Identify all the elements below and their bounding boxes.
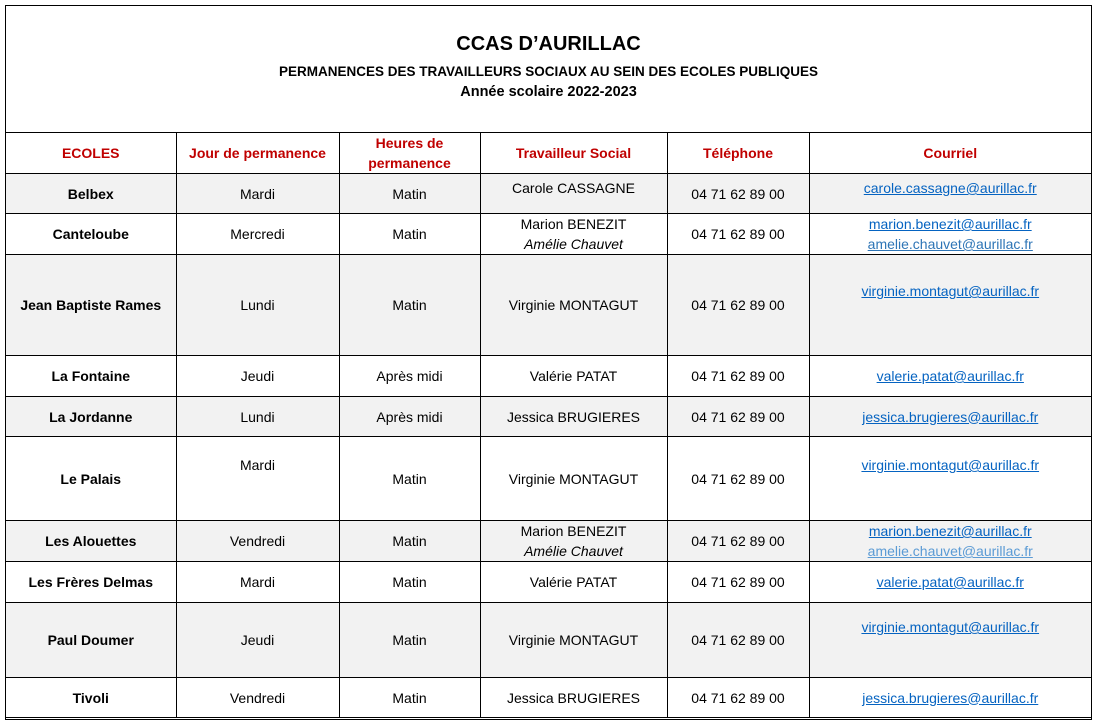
cell-travailleur: Carole CASSAGNE [480,174,667,214]
table-row [6,397,1091,437]
cell-courriel [809,521,1091,562]
cell-telephone: 04 71 62 89 00 [667,521,809,562]
school-year: Année scolaire 2022-2023 [460,84,637,100]
cell-courriel [809,356,1091,397]
col-header-heures [339,133,480,174]
cell-jour: Mercredi [176,214,339,255]
email-link[interactable]: valerie.patat@aurillac.fr [876,574,1024,590]
cell-telephone: 04 71 62 89 00 [667,678,809,718]
email-link[interactable]: jessica.brugieres@aurillac.fr [862,408,1039,425]
cell-ecole: Le Palais [6,437,176,521]
cell-heures: Matin [339,562,480,603]
cell-courriel [809,174,1091,214]
cell-jour: Mardi [176,174,339,214]
worker-name-secondary: Amélie Chauvet [524,543,623,559]
cell-heures: Matin [339,521,480,562]
cell-heures: Matin [339,214,480,255]
cell-ecole: Les Frères Delmas [6,562,176,603]
cell-telephone: 04 71 62 89 00 [667,356,809,397]
col-header-ecoles: ECOLES [6,133,176,174]
cell-travailleur [480,214,667,255]
cell-heures: Matin [339,174,480,214]
cell-telephone: 04 71 62 89 00 [667,174,809,214]
table-row [6,678,1091,718]
col-header-heures-line2: permanence [368,155,451,171]
cell-telephone: 04 71 62 89 00 [667,255,809,356]
email-link[interactable]: marion.benezit@aurillac.fr [868,523,1032,539]
cell-courriel [809,397,1091,437]
document-header [6,6,1091,133]
email-link[interactable]: virginie.montagut@aurillac.fr [861,619,1040,635]
cell-travailleur: Valérie PATAT [480,356,667,397]
cell-travailleur: Virginie MONTAGUT [480,437,667,521]
table-row [6,562,1091,603]
cell-jour: Mardi [176,437,339,521]
email-link[interactable]: jessica.brugieres@aurillac.fr [862,689,1039,706]
cell-travailleur: Virginie MONTAGUT [480,255,667,356]
worker-name: Marion BENEZIT [520,523,627,539]
cell-telephone: 04 71 62 89 00 [667,214,809,255]
cell-jour: Lundi [176,255,339,356]
col-header-travailleur: Travailleur Social [480,133,667,174]
cell-travailleur [480,521,667,562]
document-title: CCAS D’AURILLAC [456,33,641,55]
cell-courriel [809,678,1091,718]
cell-heures: Matin [339,437,480,521]
cell-ecole: Paul Doumer [6,603,176,678]
cell-heures: Après midi [339,397,480,437]
email-link-secondary[interactable]: amelie.chauvet@aurillac.fr [867,543,1033,559]
cell-heures: Matin [339,603,480,678]
cell-ecole: La Fontaine [6,356,176,397]
col-header-courriel: Courriel [809,133,1091,174]
cell-travailleur: Jessica BRUGIERES [480,397,667,437]
col-header-heures-line1: Heures de [375,135,444,151]
table-row [6,603,1091,678]
table-row [6,214,1091,255]
document-frame [5,5,1092,720]
email-link[interactable]: virginie.montagut@aurillac.fr [861,283,1040,299]
document-subtitle: PERMANENCES DES TRAVAILLEURS SOCIAUX AU SEIN DES ECOLES PUBLIQUES [278,64,819,79]
cell-travailleur: Virginie MONTAGUT [480,603,667,678]
schedule-table [6,133,1091,718]
cell-travailleur: Jessica BRUGIERES [480,678,667,718]
cell-ecole: Jean Baptiste Rames [6,255,176,356]
col-header-jour: Jour de permanence [176,133,339,174]
table-row [6,255,1091,356]
email-link[interactable]: marion.benezit@aurillac.fr [868,216,1032,232]
worker-name-secondary: Amélie Chauvet [524,236,623,252]
cell-courriel [809,255,1091,356]
cell-jour: Vendredi [176,521,339,562]
table-row [6,356,1091,397]
cell-jour: Jeudi [176,603,339,678]
cell-telephone: 04 71 62 89 00 [667,603,809,678]
cell-courriel [809,562,1091,603]
cell-heures: Matin [339,255,480,356]
cell-ecole: Belbex [6,174,176,214]
cell-jour: Lundi [176,397,339,437]
cell-travailleur: Valérie PATAT [480,562,667,603]
cell-jour: Vendredi [176,678,339,718]
cell-telephone: 04 71 62 89 00 [667,437,809,521]
cell-courriel [809,214,1091,255]
cell-heures: Après midi [339,356,480,397]
table-row [6,521,1091,562]
cell-ecole: Tivoli [6,678,176,718]
cell-heures: Matin [339,678,480,718]
cell-courriel [809,437,1091,521]
cell-telephone: 04 71 62 89 00 [667,562,809,603]
cell-courriel [809,603,1091,678]
cell-ecole: Les Alouettes [6,521,176,562]
email-link-secondary[interactable]: amelie.chauvet@aurillac.fr [867,236,1033,252]
email-link[interactable]: carole.cassagne@aurillac.fr [863,180,1037,196]
col-header-telephone: Téléphone [667,133,809,174]
cell-jour: Jeudi [176,356,339,397]
cell-ecole: La Jordanne [6,397,176,437]
table-row [6,437,1091,521]
email-link[interactable]: valerie.patat@aurillac.fr [876,368,1024,384]
cell-jour: Mardi [176,562,339,603]
worker-name: Marion BENEZIT [520,216,627,232]
table-row [6,174,1091,214]
table-header-row [6,133,1091,174]
cell-ecole: Canteloube [6,214,176,255]
email-link[interactable]: virginie.montagut@aurillac.fr [861,457,1040,473]
cell-telephone: 04 71 62 89 00 [667,397,809,437]
